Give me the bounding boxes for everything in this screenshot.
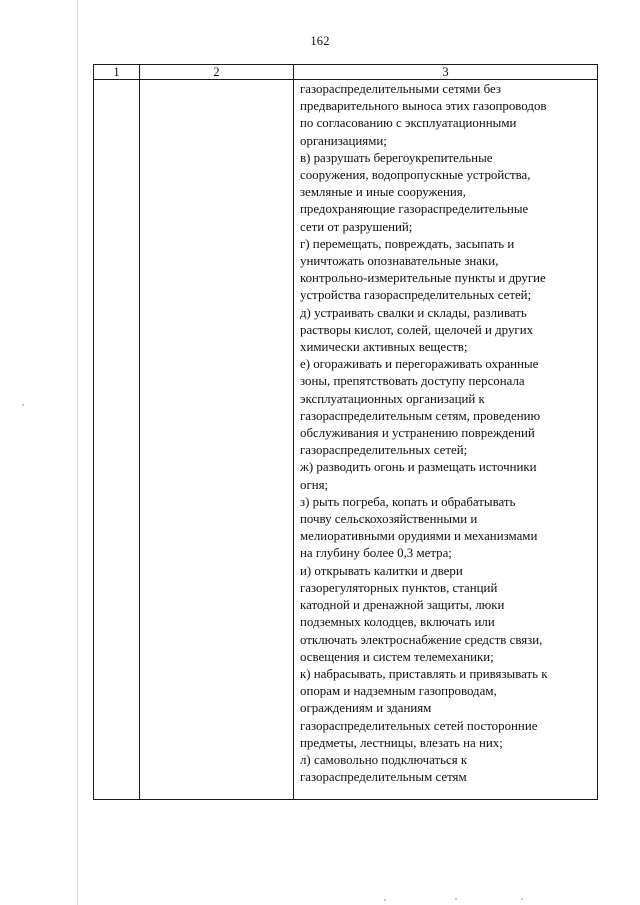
text-line: ограждениям и зданиям xyxy=(300,701,432,716)
text-line: обслуживания и устранению повреждений xyxy=(300,426,535,441)
text-line: уничтожать опознавательные знаки, xyxy=(300,254,499,269)
text-line: л) самовольно подключаться к xyxy=(300,752,468,767)
text-line: растворы кислот, солей, щелочей и других xyxy=(300,322,534,337)
text-line: освещения и систем телемеханики; xyxy=(300,649,494,664)
table-row xyxy=(94,80,598,800)
cell-column-3 xyxy=(294,80,598,800)
scan-margin-line xyxy=(77,0,78,905)
scan-speck xyxy=(521,898,523,900)
restrictions-text xyxy=(294,80,597,786)
text-line: предохраняющие газораспределительные xyxy=(300,202,529,217)
text-line: контрольно-измерительные пункты и другие xyxy=(300,271,546,286)
text-line: предметы, лестницы, влезать на них; xyxy=(300,735,503,750)
column-header-3: 3 xyxy=(294,65,598,80)
content-table xyxy=(93,64,598,800)
text-line: почву сельскохозяйственными и xyxy=(300,512,478,527)
text-line: е) огораживать и перегораживать охранные xyxy=(300,357,539,372)
text-line: сети от разрушений; xyxy=(300,219,413,234)
scan-speck xyxy=(384,899,386,901)
scan-speck xyxy=(455,898,457,900)
text-line: д) устраивать свалки и склады, разливать xyxy=(300,305,527,320)
scan-speck xyxy=(22,404,24,406)
text-line: на глубину более 0,3 метра; xyxy=(300,546,452,561)
text-line: опорам и надземным газопроводам, xyxy=(300,684,497,699)
text-line: мелиоративными орудиями и механизмами xyxy=(300,529,538,544)
text-line: химически активных веществ; xyxy=(300,340,468,355)
text-line: газорегуляторных пунктов, станций xyxy=(300,580,498,595)
column-header-2: 2 xyxy=(140,65,294,80)
text-line: подземных колодцев, включать или xyxy=(300,615,495,630)
text-line: катодной и дренажной защиты, люки xyxy=(300,598,505,613)
text-line: по согласованию с эксплуатационными xyxy=(300,116,517,131)
text-line: газораспределительных сетей посторонние xyxy=(300,718,538,733)
text-line: сооружения, водопропускные устройства, xyxy=(300,168,531,183)
text-line: газораспределительным сетям, проведению xyxy=(300,408,541,423)
page-number: 162 xyxy=(310,34,330,48)
text-line: з) рыть погреба, копать и обрабатывать xyxy=(300,494,516,509)
text-line: зоны, препятствовать доступу персонала xyxy=(300,374,525,389)
text-line: газораспределительных сетей; xyxy=(300,443,468,458)
text-line: организациями; xyxy=(300,133,387,148)
column-header-1: 1 xyxy=(94,65,140,80)
text-line: г) перемещать, повреждать, засыпать и xyxy=(300,236,515,251)
cell-column-2 xyxy=(140,80,294,800)
cell-column-1 xyxy=(94,80,140,800)
text-line: к) набрасывать, приставлять и привязывать к xyxy=(300,666,548,681)
text-line: устройства газораспределительных сетей; xyxy=(300,288,532,303)
text-line: газораспределительным сетям xyxy=(300,770,467,785)
text-line: земляные и иные сооружения, xyxy=(300,185,466,200)
text-line: в) разрушать берегоукрепительные xyxy=(300,150,493,165)
text-line: и) открывать калитки и двери xyxy=(300,563,463,578)
text-line: отключать электроснабжение средств связи, xyxy=(300,632,543,647)
text-line: огня; xyxy=(300,477,329,492)
text-line: эксплуатационных организаций к xyxy=(300,391,485,406)
text-line: ж) разводить огонь и размещать источники xyxy=(300,460,537,475)
text-line: предварительного выноса этих газопроводов xyxy=(300,99,547,114)
text-line: газораспределительными сетями без xyxy=(300,82,502,96)
table-header-row xyxy=(94,65,598,80)
